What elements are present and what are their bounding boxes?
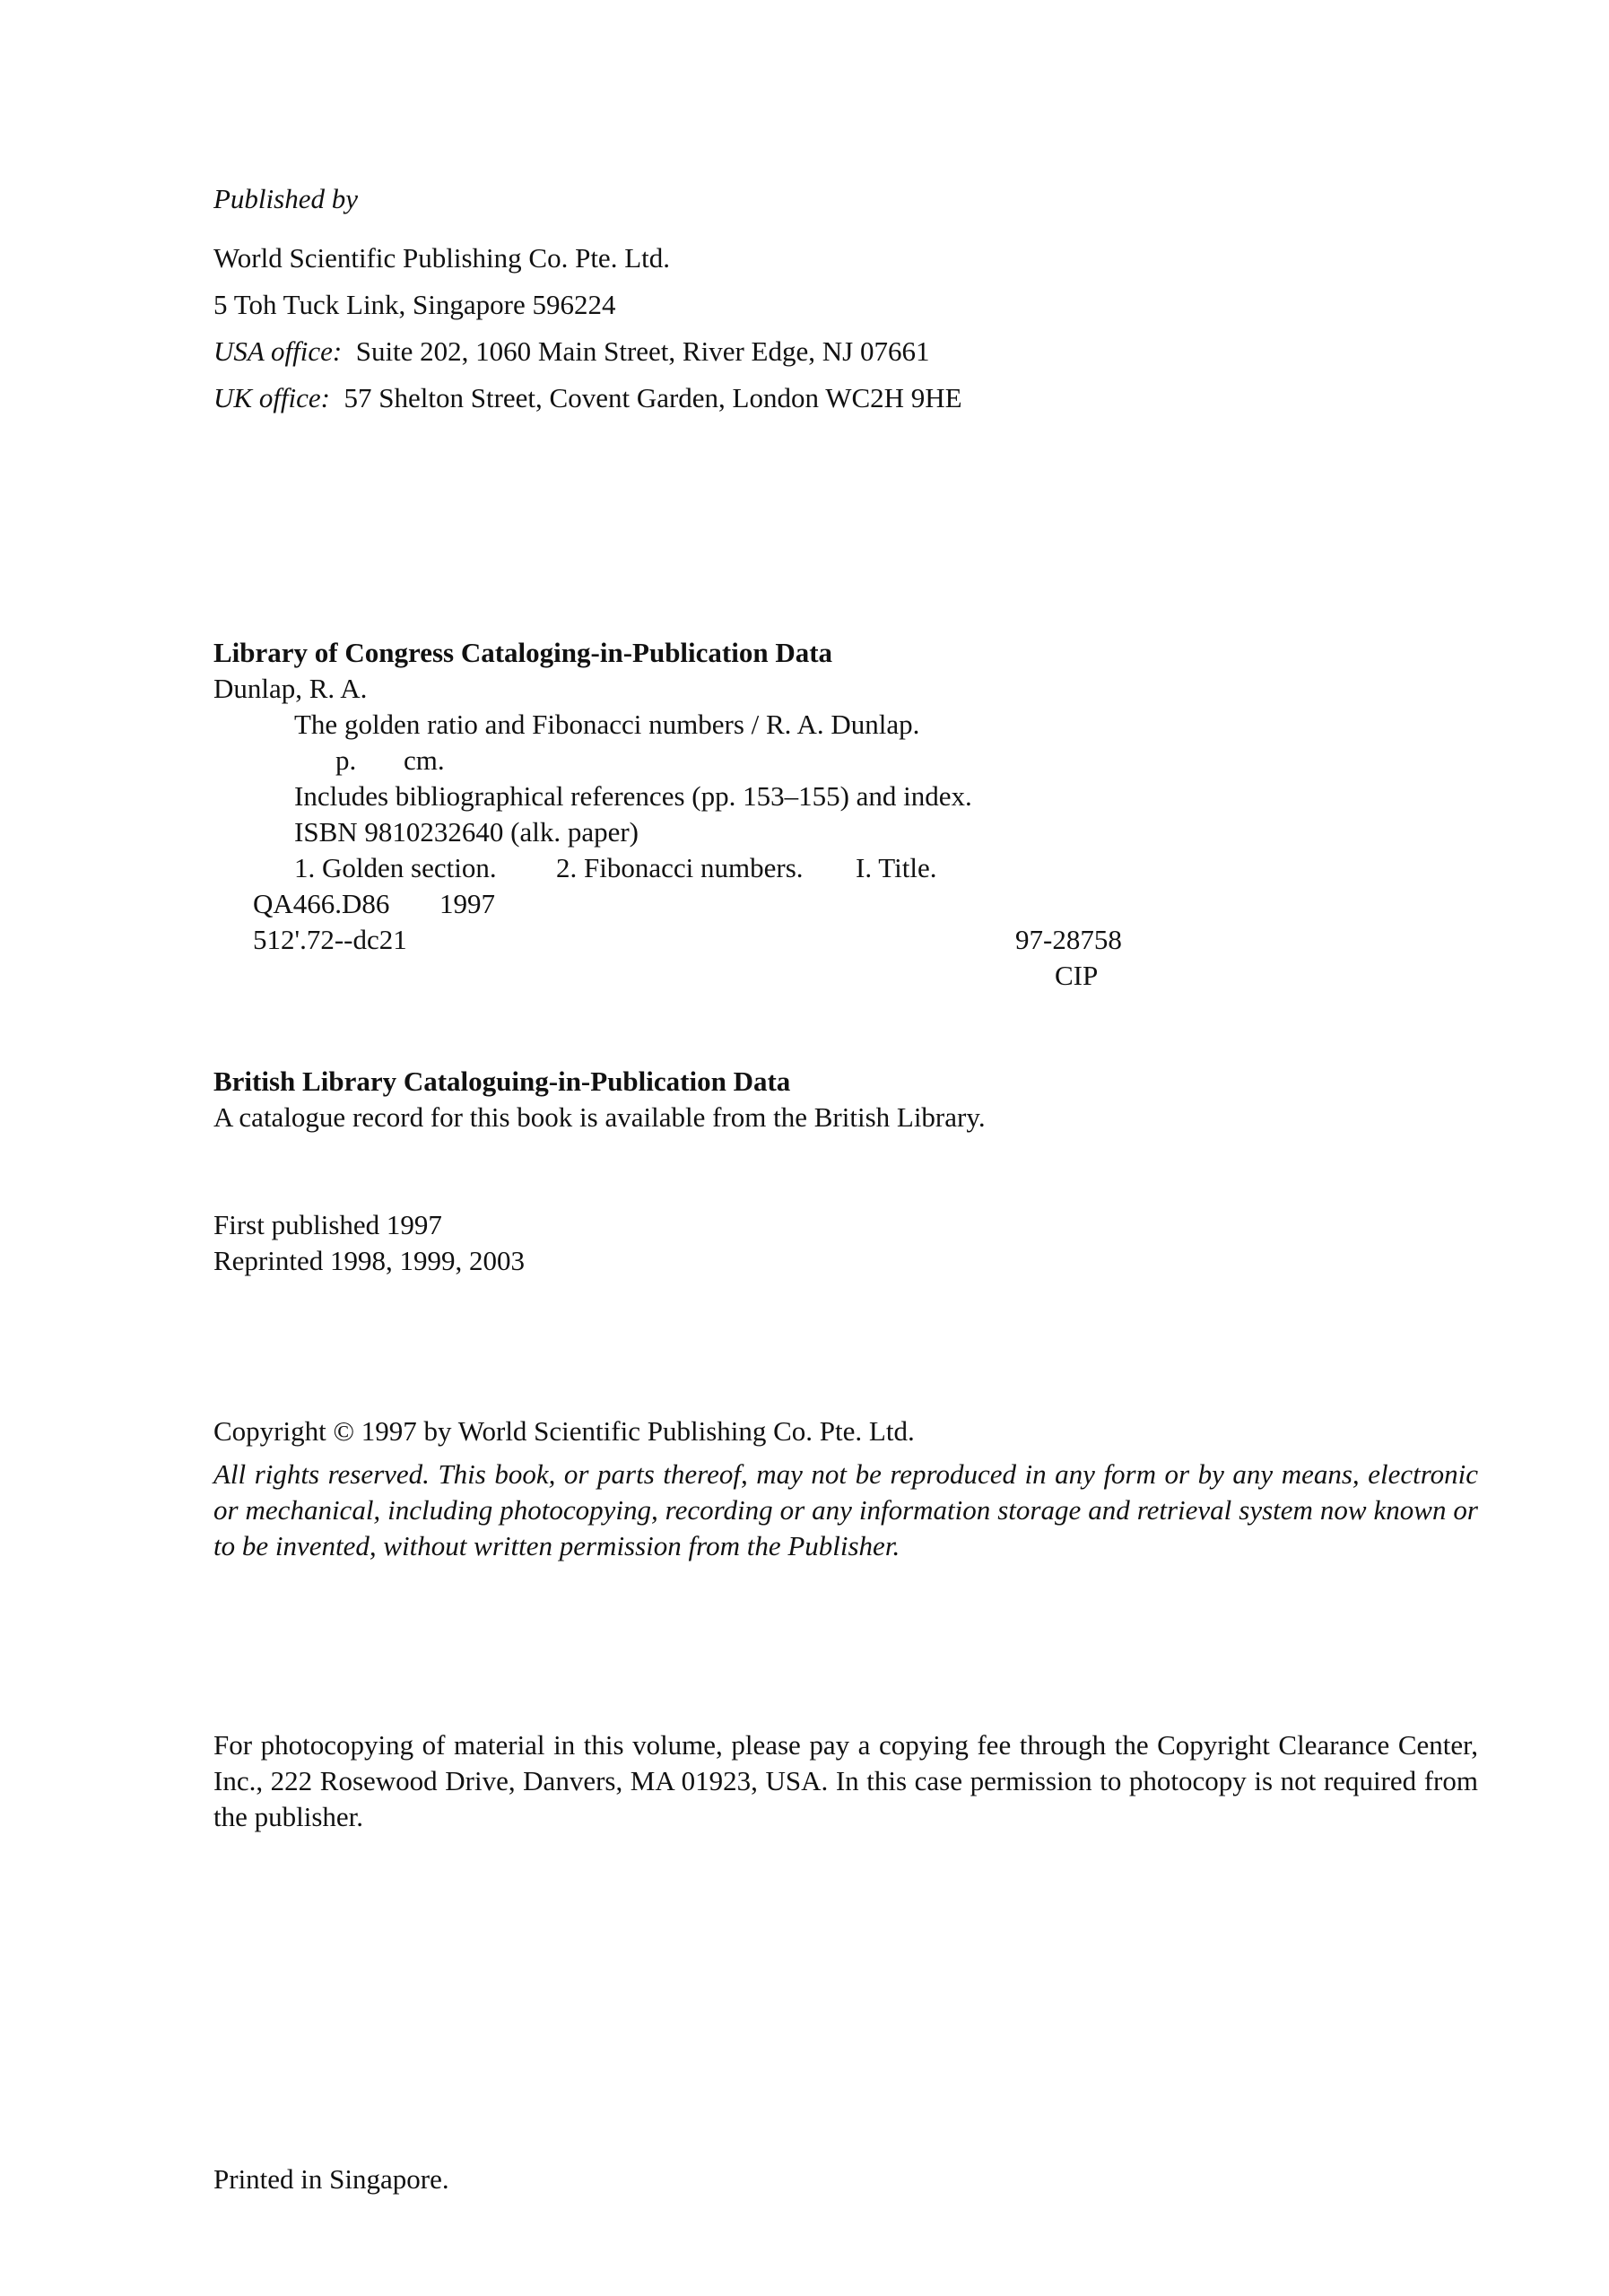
loc-author: Dunlap, R. A. — [213, 673, 368, 704]
loc-pages-p: p. — [335, 744, 357, 776]
first-published: First published 1997 — [213, 1209, 442, 1240]
loc-subject-3: I. Title. — [856, 852, 937, 883]
loc-record-number: 97-28758 — [1015, 924, 1122, 955]
loc-call-number: QA466.D86 — [253, 888, 390, 919]
printed-in: Printed in Singapore. — [213, 2163, 449, 2195]
publisher-address: 5 Toh Tuck Link, Singapore 596224 — [213, 289, 616, 320]
loc-call-year: 1997 — [439, 888, 495, 919]
loc-isbn: ISBN 9810232640 (alk. paper) — [294, 816, 639, 848]
usa-office-line — [213, 337, 929, 365]
loc-title-line: The golden ratio and Fibonacci numbers / R. A. Dunlap. — [294, 709, 920, 740]
uk-office-label: UK office: — [213, 382, 330, 413]
loc-heading: Library of Congress Cataloging-in-Publication Data — [213, 637, 833, 668]
photocopy-notice: For photocopying of material in this volume, please pay a copying fee through the Copyright Clearance Center, Inc., 222 Rosewood Drive, Danvers, MA 01923, USA. In this case permission to photocopy is not required from the publisher. — [213, 1729, 1478, 1832]
uk-office-address: 57 Shelton Street, Covent Garden, London WC2H 9HE — [344, 382, 962, 413]
rights-reserved-notice: All rights reserved. This book, or parts thereof, may not be reproduced in any form or by any means, electronic or mechanical, including photocopying, recording or any information storage and retrieval system now known or to be invented, without written permission from the Publisher. — [213, 1458, 1478, 1561]
reprinted: Reprinted 1998, 1999, 2003 — [213, 1245, 525, 1276]
loc-subject-1: 1. Golden section. — [294, 852, 497, 883]
published-by-heading: Published by — [213, 183, 358, 214]
uk-office-line — [213, 384, 962, 412]
usa-office-label: USA office: — [213, 335, 343, 367]
usa-office-address: Suite 202, 1060 Main Street, River Edge, NJ 07661 — [355, 335, 930, 367]
loc-pages-cm: cm. — [404, 744, 445, 776]
loc-subject-2: 2. Fibonacci numbers. — [556, 852, 804, 883]
loc-dewey: 512'.72--dc21 — [253, 924, 407, 955]
copyright-line: Copyright © 1997 by World Scientific Publishing Co. Pte. Ltd. — [213, 1415, 915, 1447]
british-library-text: A catalogue record for this book is available from the British Library. — [213, 1101, 986, 1133]
loc-references: Includes bibliographical references (pp. 153–155) and index. — [294, 780, 972, 812]
british-library-heading: British Library Cataloguing-in-Publication Data — [213, 1065, 791, 1097]
loc-cip: CIP — [1055, 960, 1099, 991]
publisher-name: World Scientific Publishing Co. Pte. Ltd. — [213, 242, 670, 274]
